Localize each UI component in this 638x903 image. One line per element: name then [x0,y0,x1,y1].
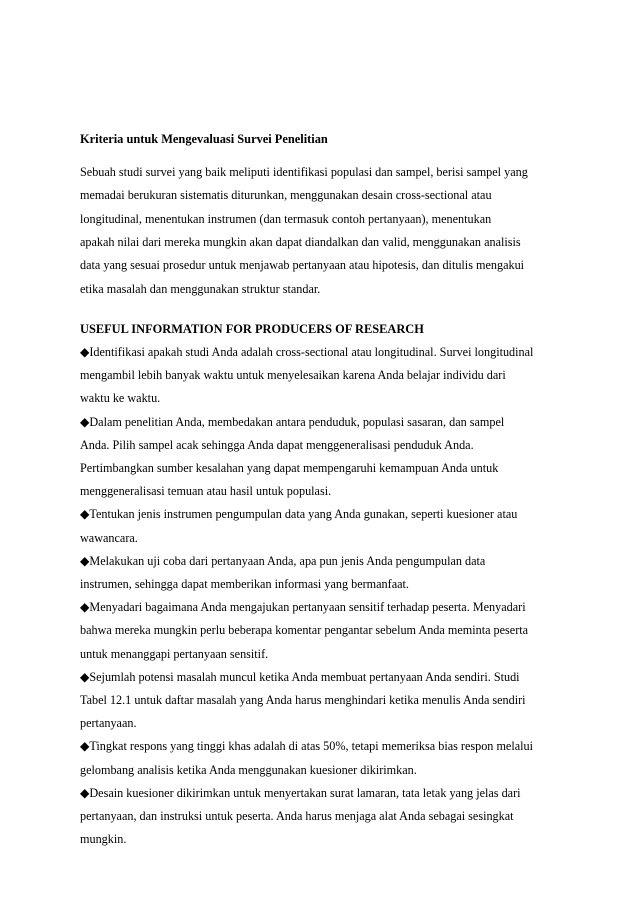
paragraph-line: untuk menanggapi pertanyaan sensitif. [80,646,269,661]
paragraph-line: memadai berukuran sistematis diturunkan, menggunakan desain cross-sectional atau [80,188,492,203]
paragraph-line: ◆Desain kuesioner dikirimkan untuk menyertakan surat lamaran, tata letak yang jelas dari [80,785,521,800]
paragraph-line: pertanyaan. [80,716,137,731]
paragraph-line: Anda. Pilih sampel acak sehingga Anda dapat menggeneralisasi penduduk Anda. [80,437,474,452]
paragraph-line: ◆Sejumlah potensi masalah muncul ketika Anda membuat pertanyaan Anda sendiri. Studi [80,669,520,684]
paragraph-line: apakah nilai dari mereka mungkin akan dapat diandalkan dan valid, menggunakan analisis [80,234,521,249]
paragraph-line: mungkin. [80,832,127,847]
paragraph-line: pertanyaan, dan instruksi untuk peserta. Anda harus menjaga alat Anda sebagai sesingkat [80,809,514,823]
paragraph-line: mengambil lebih banyak waktu untuk menyelesaikan karena Anda belajar individu dari [80,368,506,383]
paragraph-line: Pertimbangkan sumber kesalahan yang dapat mempengaruhi kemampuan Anda untuk [80,461,499,475]
paragraph-line: data yang sesuai prosedur untuk menjawab pertanyaan atau hipotesis, dan ditulis mengakui [80,258,525,273]
paragraph-line: Tabel 12.1 untuk daftar masalah yang Anda harus menghindari ketika menulis Anda sendiri [80,693,526,707]
paragraph-line: wawancara. [80,530,138,545]
paragraph-line: menggeneralisasi temuan atau hasil untuk populasi. [80,484,332,499]
paragraph-line: Sebuah studi survei yang baik meliputi identifikasi populasi dan sampel, berisi sampel yang [80,165,528,179]
paragraph-line: ◆Tentukan jenis instrumen pengumpulan data yang Anda gunakan, seperti kuesioner atau [80,507,518,522]
paragraph-line: longitudinal, menentukan instrumen (dan termasuk contoh pertanyaan), menentukan [80,211,492,226]
paragraph-line: ◆Menyadari bagaimana Anda mengajukan pertanyaan sensitif terhadap peserta. Menyadari [80,600,526,615]
paragraph-line: ◆Tingkat respons yang tinggi khas adalah di atas 50%, tetapi memeriksa bias respon melalui [80,739,533,754]
section-title-useful-information: USEFUL INFORMATION FOR PRODUCERS OF RESEARCH [80,322,424,336]
paragraph-line: etika masalah dan menggunakan struktur standar. [80,281,321,296]
paragraph-line: waktu ke waktu. [80,391,161,406]
paragraph-line: ◆Melakukan uji coba dari pertanyaan Anda, apa pun jenis Anda pengumpulan data [80,553,486,568]
section-title-criteria: Kriteria untuk Mengevaluasi Survei Penelitian [80,132,328,146]
paragraph-line: instrumen, sehingga dapat memberikan informasi yang bermanfaat. [80,577,409,591]
paragraph-line: ◆Identifikasi apakah studi Anda adalah cross-sectional atau longitudinal. Survei longitudinal [80,345,534,359]
paragraph-line: bahwa mereka mungkin perlu beberapa komentar pengantar sebelum Anda meminta peserta [80,623,529,638]
paragraph-line: gelombang analisis ketika Anda menggunakan kuesioner dikirimkan. [80,762,417,777]
paragraph-line: ◆Dalam penelitian Anda, membedakan antara penduduk, populasi sasaran, dan sampel [80,414,505,429]
